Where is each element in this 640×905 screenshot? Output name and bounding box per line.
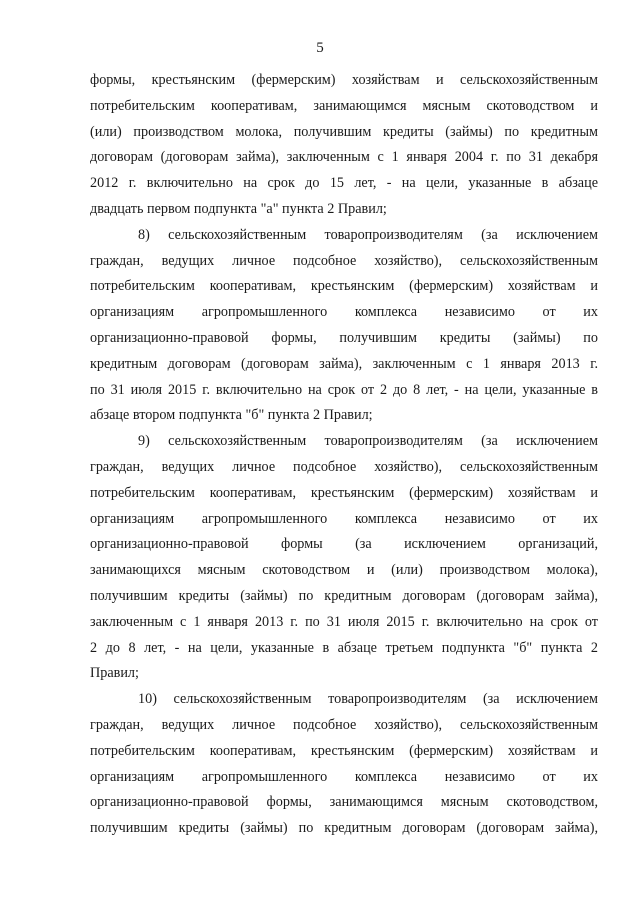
text-line: организациям агропромышленного комплекса независимо от их bbox=[90, 510, 598, 527]
text-line: организационно-правовой формы (за исключением организаций, bbox=[90, 536, 598, 553]
text-line: получившим кредиты (займы) по кредитным договорам (договорам займа), bbox=[90, 820, 598, 837]
text-line: граждан, ведущих личное подсобное хозяйство), сельскохозяйственным bbox=[90, 716, 598, 733]
paragraph-first-line: 8) сельскохозяйственным товаропроизводителям (за исключением bbox=[138, 226, 598, 243]
text-line: организационно-правовой формы, получившим кредиты (займы) по bbox=[90, 329, 598, 346]
text-line: граждан, ведущих личное подсобное хозяйство), сельскохозяйственным bbox=[90, 252, 598, 269]
document-body bbox=[90, 68, 598, 842]
text-line: по 31 июля 2015 г. включительно на срок от 2 до 8 лет, - на цели, указанные в bbox=[90, 381, 598, 398]
text-line: 2012 г. включительно на срок до 15 лет, - на цели, указанные в абзаце bbox=[90, 175, 598, 192]
text-line: получившим кредиты (займы) по кредитным договорам (договорам займа), bbox=[90, 587, 598, 604]
paragraph-first-line: 10) сельскохозяйственным товаропроизводителям (за исключением bbox=[138, 691, 598, 708]
text-line: потребительским кооперативам, крестьянским (фермерским) хозяйствам и bbox=[90, 742, 598, 759]
page-number: 5 bbox=[316, 40, 324, 56]
text-line: потребительским кооперативам, крестьянским (фермерским) хозяйствам и bbox=[90, 278, 598, 295]
paragraph-first-line: 9) сельскохозяйственным товаропроизводителям (за исключением bbox=[138, 433, 598, 450]
text-line: организациям агропромышленного комплекса независимо от их bbox=[90, 768, 598, 785]
text-line: граждан, ведущих личное подсобное хозяйство), сельскохозяйственным bbox=[90, 458, 598, 475]
text-line: Правил; bbox=[90, 665, 139, 682]
text-line: заключенным с 1 января 2013 г. по 31 июля 2015 г. включительно на срок от bbox=[90, 613, 598, 630]
text-line: договорам (договорам займа), заключенным с 1 января 2004 г. по 31 декабря bbox=[90, 149, 598, 166]
text-line: (или) производством молока, получившим кредиты (займы) по кредитным bbox=[90, 123, 598, 140]
text-line: организациям агропромышленного комплекса независимо от их bbox=[90, 304, 598, 321]
text-line: кредитным договорам (договорам займа), заключенным с 1 января 2013 г. bbox=[90, 355, 598, 372]
text-line: двадцать первом подпункта "а" пункта 2 Правил; bbox=[90, 200, 387, 217]
text-line: потребительским кооперативам, занимающимся мясным скотоводством и bbox=[90, 97, 598, 114]
text-line: организационно-правовой формы, занимающимся мясным скотоводством, bbox=[90, 794, 598, 811]
text-line: потребительским кооперативам, крестьянским (фермерским) хозяйствам и bbox=[90, 484, 598, 501]
text-line: 2 до 8 лет, - на цели, указанные в абзаце третьем подпункта "б" пункта 2 bbox=[90, 639, 598, 656]
text-line: формы, крестьянским (фермерским) хозяйствам и сельскохозяйственным bbox=[90, 72, 598, 88]
text-line: абзаце втором подпункта "б" пункта 2 Правил; bbox=[90, 407, 373, 424]
text-line: занимающихся мясным скотоводством и (или) производством молока), bbox=[90, 562, 598, 579]
